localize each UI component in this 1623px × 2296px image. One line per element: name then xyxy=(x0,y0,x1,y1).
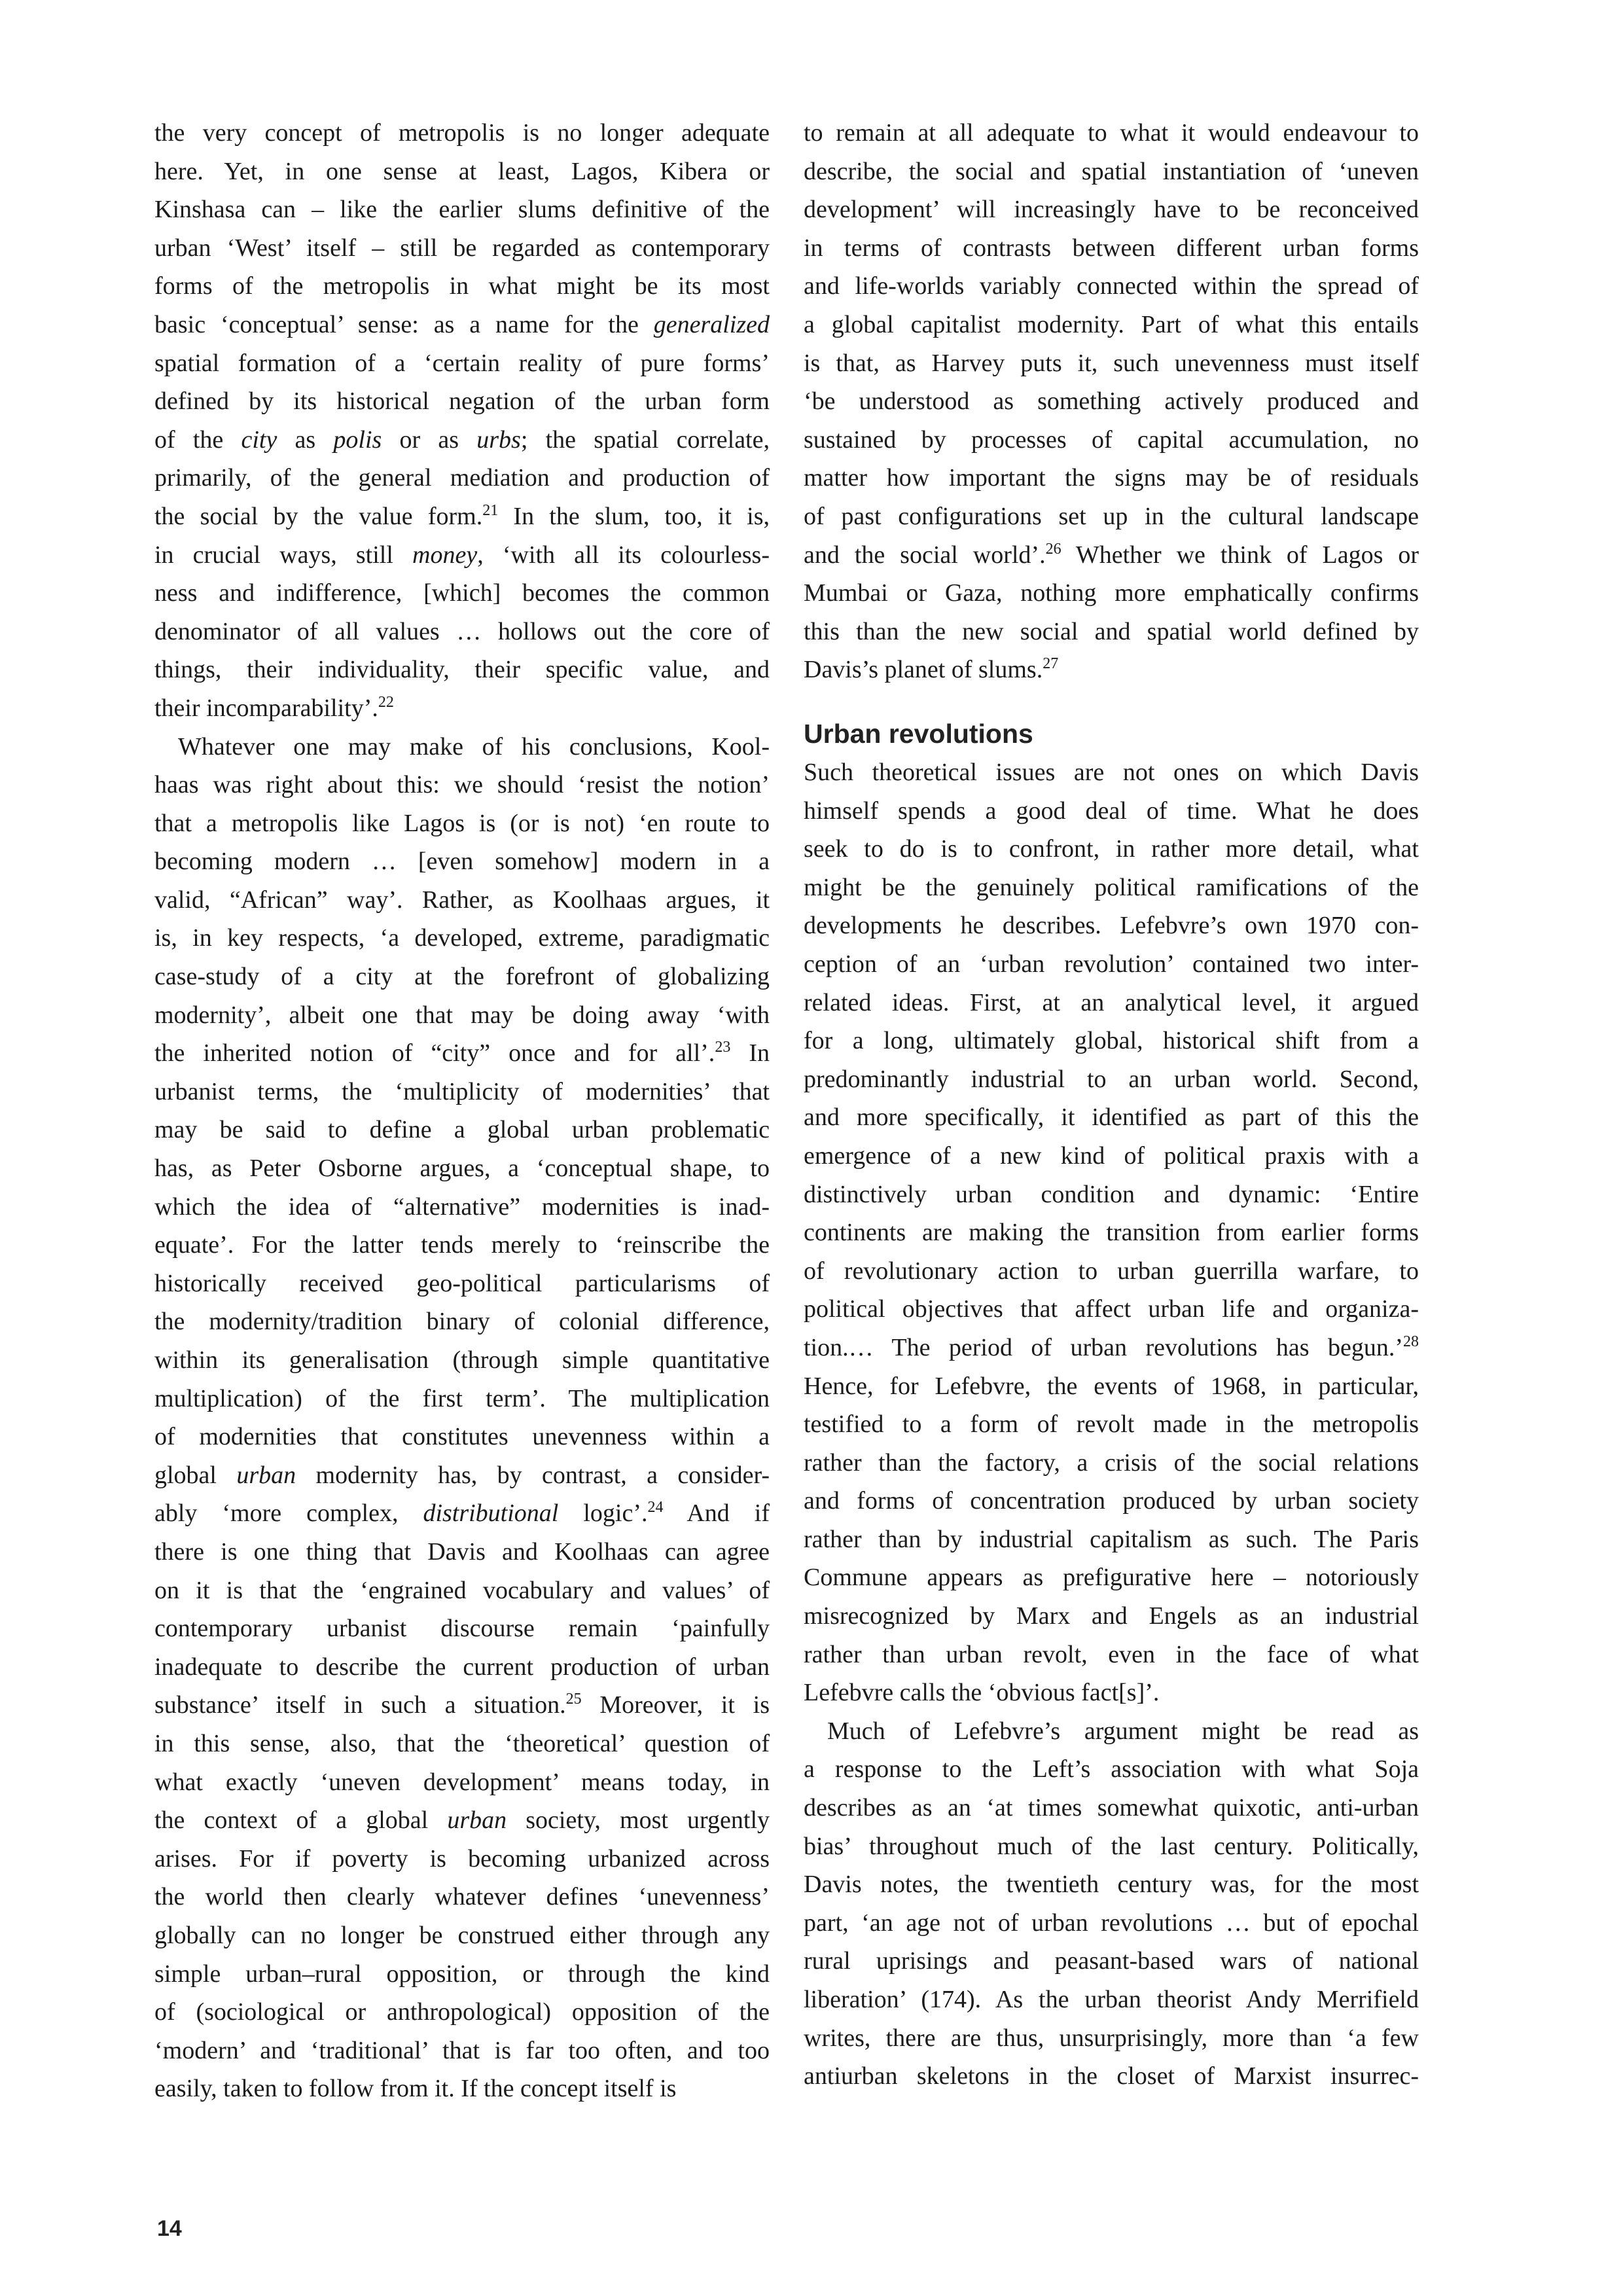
text-run: for a long, ultimately global, historical shift from a xyxy=(804,1027,1419,1055)
text-line xyxy=(804,1213,1419,1252)
text-run: on it is that the ‘engrained vocabulary and values’ of xyxy=(154,1576,770,1604)
text-line xyxy=(804,651,1419,689)
text-line xyxy=(804,984,1419,1022)
text-line xyxy=(804,190,1419,229)
text-run: may be said to define a global urban problematic xyxy=(154,1116,770,1144)
text-run: rather than the factory, a crisis of the social relations xyxy=(804,1448,1419,1477)
text-line xyxy=(154,536,770,575)
text-run: this than the new social and spatial world defined by xyxy=(804,617,1419,645)
text-run: describes as an ‘at times somewhat quixotic, anti-urban xyxy=(804,1794,1419,1822)
text-line xyxy=(154,574,770,613)
text-run: primarily, of the general mediation and production of xyxy=(154,464,770,492)
text-run: of revolutionary action to urban guerrilla warfare, to xyxy=(804,1257,1419,1285)
text-run: ‘modern’ and ‘traditional’ that is far too often, and too xyxy=(154,2036,770,2064)
footnote-ref: 27 xyxy=(1043,655,1059,673)
text-run: logic’. xyxy=(558,1499,648,1528)
text-line xyxy=(154,996,770,1035)
text-run: Davis’s planet of slums. xyxy=(804,656,1043,684)
text-run: Such theoretical issues are not ones on which Davis xyxy=(804,759,1419,786)
text-line xyxy=(804,906,1419,945)
text-line xyxy=(804,1636,1419,1674)
text-line xyxy=(804,1520,1419,1559)
text-run: denominator of all values … hollows out the core of xyxy=(154,617,770,645)
text-line xyxy=(804,1904,1419,1943)
italic-text: urban xyxy=(447,1806,507,1835)
text-line xyxy=(154,1073,770,1111)
text-run: is that, as Harvey puts it, such unevenness must itself xyxy=(804,349,1419,377)
text-line xyxy=(154,842,770,881)
footnote-ref: 22 xyxy=(378,693,394,711)
text-run: their incomparability’. xyxy=(154,694,378,722)
text-line xyxy=(154,229,770,268)
text-run: the world then clearly whatever defines ‘unevenness’ xyxy=(154,1883,770,1911)
text-line xyxy=(804,1558,1419,1597)
text-run: valid, “African” way’. Rather, as Koolhaas argues, it xyxy=(154,886,770,914)
text-line xyxy=(154,689,770,728)
footnote-ref: 24 xyxy=(647,1499,664,1516)
text-line xyxy=(154,1302,770,1341)
text-line xyxy=(804,229,1419,268)
text-line xyxy=(154,2032,770,2070)
text-run: And if xyxy=(663,1499,770,1528)
text-run: the context of a global xyxy=(154,1806,448,1835)
text-line xyxy=(154,421,770,459)
text-line xyxy=(804,1597,1419,1636)
text-line xyxy=(804,1712,1419,1751)
text-line xyxy=(804,830,1419,869)
italic-text: distributional xyxy=(423,1499,559,1528)
text-line xyxy=(804,114,1419,152)
text-line xyxy=(804,1444,1419,1482)
text-run: becoming modern … [even somehow] modern in a xyxy=(154,848,770,876)
text-run: of (sociological or anthropological) opposition of the xyxy=(154,1998,770,2026)
text-run: has, as Peter Osborne argues, a ‘conceptual shape, to xyxy=(154,1155,770,1183)
text-run: matter how important the signs may be of residuals xyxy=(804,464,1419,492)
text-line xyxy=(154,651,770,689)
text-run: Much of Lefebvre’s argument might be read as xyxy=(827,1717,1419,1745)
text-run: political objectives that affect urban life and organiza- xyxy=(804,1295,1419,1323)
text-line xyxy=(804,382,1419,421)
text-run: what exactly ‘uneven development’ means today, in xyxy=(154,1768,770,1796)
text-line xyxy=(154,382,770,421)
text-run: to remain at all adequate to what it would endeavour to xyxy=(804,119,1419,147)
footnote-ref: 23 xyxy=(715,1039,731,1056)
text-line xyxy=(154,1341,770,1380)
text-run: historically received geo-political particularisms of xyxy=(154,1269,770,1297)
text-line xyxy=(154,497,770,536)
text-line xyxy=(804,1137,1419,1175)
text-line xyxy=(154,1494,770,1533)
text-run: ably ‘more complex, xyxy=(154,1499,423,1528)
text-run: inadequate to describe the current production of urban xyxy=(154,1653,770,1681)
text-run: In the slum, too, it is, xyxy=(498,502,770,530)
text-run: here. Yet, in one sense at least, Lagos, Kibera or xyxy=(154,157,770,185)
text-run: the inherited notion of “city” once and for all’. xyxy=(154,1039,715,1067)
text-run: sustained by processes of capital accumulation, no xyxy=(804,425,1419,454)
text-line xyxy=(154,1609,770,1648)
text-run: distinctively urban condition and dynamic: ‘Entire xyxy=(804,1180,1419,1208)
text-run: misrecognized by Marx and Engels as an industrial xyxy=(804,1602,1419,1630)
text-line xyxy=(154,1034,770,1073)
text-run: Hence, for Lefebvre, the events of 1968, in particular, xyxy=(804,1372,1419,1400)
footnote-ref: 26 xyxy=(1045,540,1061,558)
text-line xyxy=(154,190,770,229)
text-line xyxy=(154,1955,770,1994)
text-line xyxy=(804,792,1419,831)
text-line xyxy=(804,1865,1419,1904)
text-line xyxy=(804,497,1419,536)
text-run: which the idea of “alternative” modernities is inad- xyxy=(154,1193,770,1221)
footnote-ref: 25 xyxy=(565,1691,582,1708)
text-line xyxy=(804,2057,1419,2096)
text-line xyxy=(154,1763,770,1802)
text-line xyxy=(804,1252,1419,1291)
text-run: , ‘with all its colourless- xyxy=(477,541,770,569)
text-run: easily, taken to follow from it. If the concept itself is xyxy=(154,2075,677,2103)
text-run: is, in key respects, ‘a developed, extreme, paradigmatic xyxy=(154,924,770,952)
text-line xyxy=(154,1188,770,1227)
text-line xyxy=(804,1482,1419,1520)
text-line xyxy=(154,1916,770,1955)
text-run: and more specifically, it identified as part of this the xyxy=(804,1103,1419,1132)
text-run: of the xyxy=(154,425,241,454)
text-line xyxy=(154,1801,770,1840)
text-run: Whether we think of Lagos or xyxy=(1061,541,1419,569)
text-run: haas was right about this: we should ‘resist the notion’ xyxy=(154,771,770,799)
text-line xyxy=(804,152,1419,191)
text-run: the very concept of metropolis is no longer adequate xyxy=(154,119,770,147)
text-run: in this sense, also, that the ‘theoretical’ question of xyxy=(154,1729,770,1757)
text-line xyxy=(154,766,770,804)
right-column-section xyxy=(804,753,1419,2096)
text-run: spatial formation of a ‘certain reality of pure forms’ xyxy=(154,349,770,377)
text-line xyxy=(804,1098,1419,1137)
text-run: ception of an ‘urban revolution’ contained two inter- xyxy=(804,950,1419,978)
text-run: Moreover, it is xyxy=(581,1691,770,1719)
text-run: equate’. For the latter tends merely to ‘reinscribe the xyxy=(154,1231,770,1259)
text-run: of past configurations set up in the cultural landscape xyxy=(804,502,1419,530)
text-line xyxy=(154,958,770,996)
text-run: global xyxy=(154,1461,237,1489)
text-line xyxy=(154,804,770,843)
text-run: a response to the Left’s association with what Soja xyxy=(804,1755,1419,1784)
text-run: as xyxy=(277,425,334,454)
text-run: seek to do is to confront, in rather more detail, what xyxy=(804,835,1419,863)
text-line xyxy=(804,2019,1419,2058)
text-line xyxy=(154,344,770,383)
text-line xyxy=(154,1686,770,1725)
text-run: In xyxy=(730,1039,770,1067)
text-run: and forms of concentration produced by urban society xyxy=(804,1487,1419,1515)
text-line xyxy=(154,1878,770,1916)
italic-text: urban xyxy=(236,1461,296,1489)
text-line xyxy=(804,945,1419,984)
text-line xyxy=(154,1993,770,2032)
text-run: Mumbai or Gaza, nothing more emphatically confirms xyxy=(804,579,1419,607)
text-run: himself spends a good deal of time. What he does xyxy=(804,797,1419,825)
text-run: Whatever one may make of his conclusions, Kool- xyxy=(178,732,770,761)
text-line xyxy=(154,1149,770,1188)
text-line xyxy=(804,1175,1419,1214)
text-line xyxy=(804,1290,1419,1329)
text-run: globally can no longer be construed either through any xyxy=(154,1921,770,1949)
text-run: writes, there are thus, unsurprisingly, more than ‘a few xyxy=(804,2024,1419,2052)
text-run: predominantly industrial to an urban world. Second, xyxy=(804,1065,1419,1093)
text-line xyxy=(804,574,1419,613)
text-run: part, ‘an age not of urban revolutions … but of epochal xyxy=(804,1909,1419,1937)
text-line xyxy=(804,1329,1419,1367)
left-column xyxy=(154,114,770,2108)
text-run: substance’ itself in such a situation. xyxy=(154,1691,566,1719)
text-line xyxy=(804,1405,1419,1444)
italic-text: money xyxy=(412,541,478,569)
text-line xyxy=(804,1789,1419,1827)
text-line xyxy=(804,1827,1419,1866)
text-line xyxy=(154,613,770,651)
text-run: bias’ throughout much of the last century. Politically, xyxy=(804,1832,1419,1860)
text-run: emergence of a new kind of political praxis with a xyxy=(804,1141,1419,1170)
text-run: rather than urban revolt, even in the face of what xyxy=(804,1640,1419,1668)
text-line xyxy=(804,1942,1419,1981)
text-run: rather than by industrial capitalism as such. The Paris xyxy=(804,1525,1419,1553)
text-line xyxy=(154,2070,770,2108)
text-line xyxy=(804,421,1419,459)
text-line xyxy=(154,1840,770,1878)
text-line xyxy=(154,1648,770,1687)
text-line xyxy=(804,1367,1419,1406)
text-line xyxy=(804,1981,1419,2019)
text-line xyxy=(154,306,770,344)
text-line xyxy=(154,728,770,766)
text-line xyxy=(154,114,770,152)
italic-text: generalized xyxy=(653,310,770,338)
text-run: the social by the value form. xyxy=(154,502,483,530)
text-run: ‘be understood as something actively produced and xyxy=(804,387,1419,416)
text-run: simple urban–rural opposition, or through the kind xyxy=(154,1960,770,1988)
text-run: and the social world’. xyxy=(804,541,1046,569)
text-run: describe, the social and spatial instantiation of ‘uneven xyxy=(804,157,1419,185)
text-run: arises. For if poverty is becoming urbanized across xyxy=(154,1844,770,1873)
text-run: Lefebvre calls the ‘obvious fact[s]’. xyxy=(804,1679,1160,1707)
italic-text: polis xyxy=(333,425,382,454)
text-run: urbanist terms, the ‘multiplicity of modernities’ that xyxy=(154,1077,770,1105)
text-run: urban ‘West’ itself – still be regarded as contemporary xyxy=(154,234,770,262)
text-run: basic ‘conceptual’ sense: as a name for the xyxy=(154,310,654,338)
text-line xyxy=(804,1060,1419,1099)
text-line xyxy=(804,536,1419,575)
text-line xyxy=(154,1380,770,1418)
text-run: Commune appears as prefigurative here – notoriously xyxy=(804,1564,1419,1592)
text-line xyxy=(804,613,1419,651)
text-run: forms of the metropolis in what might be its most xyxy=(154,272,770,300)
right-column-top xyxy=(804,114,1419,689)
footnote-ref: 28 xyxy=(1403,1333,1419,1350)
text-run: ness and indifference, [which] becomes the common xyxy=(154,579,770,607)
text-line xyxy=(804,869,1419,907)
text-line xyxy=(154,152,770,191)
text-line xyxy=(154,1418,770,1456)
text-line xyxy=(154,267,770,306)
text-run: continents are making the transition from earlier forms xyxy=(804,1219,1419,1247)
footnote-ref: 21 xyxy=(482,501,499,519)
text-run: in crucial ways, still xyxy=(154,541,413,569)
text-run: multiplication) of the first term’. The multiplication xyxy=(154,1384,770,1412)
text-line xyxy=(804,1750,1419,1789)
text-run: Kinshasa can – like the earlier slums definitive of the xyxy=(154,196,770,224)
text-line xyxy=(804,344,1419,383)
text-run: related ideas. First, at an analytical level, it argued xyxy=(804,988,1419,1016)
text-line xyxy=(804,306,1419,344)
text-run: modernity has, by contrast, a consider- xyxy=(296,1461,770,1489)
text-line xyxy=(154,919,770,958)
text-run: contemporary urbanist discourse remain ‘painfully xyxy=(154,1615,770,1643)
text-run: modernity’, albeit one that may be doing away ‘with xyxy=(154,1001,770,1029)
text-run: things, their individuality, their specific value, and xyxy=(154,656,770,684)
text-run: ; the spatial correlate, xyxy=(520,425,770,454)
text-run: might be the genuinely political ramifications of the xyxy=(804,873,1419,901)
text-run: liberation’ (174). As the urban theorist Andy Merrifield xyxy=(804,1986,1419,2013)
text-line xyxy=(154,1456,770,1495)
text-line xyxy=(804,1674,1419,1712)
text-line xyxy=(154,1725,770,1763)
text-line xyxy=(154,459,770,497)
text-run: and life-worlds variably connected within the spread of xyxy=(804,272,1419,300)
text-line xyxy=(804,753,1419,792)
text-run: there is one thing that Davis and Koolhaas can agree xyxy=(154,1537,770,1566)
text-run: of modernities that constitutes unevenness within a xyxy=(154,1423,770,1451)
text-line xyxy=(154,1226,770,1265)
section-heading: Urban revolutions xyxy=(804,719,1033,749)
text-run: rural uprisings and peasant-based wars of national xyxy=(804,1947,1419,1975)
text-line xyxy=(804,1022,1419,1060)
text-run: the modernity/tradition binary of colonial difference, xyxy=(154,1308,770,1336)
text-line xyxy=(804,459,1419,497)
text-run: testified to a form of revolt made in the metropolis xyxy=(804,1410,1419,1439)
italic-text: city xyxy=(241,425,277,454)
text-run: development’ will increasingly have to be reconceived xyxy=(804,196,1419,224)
text-run: society, most urgently xyxy=(507,1806,770,1835)
text-run: antiurban skeletons in the closet of Marxist insurrec- xyxy=(804,2062,1419,2090)
text-line xyxy=(154,881,770,920)
text-line xyxy=(154,1111,770,1149)
text-run: in terms of contrasts between different urban forms xyxy=(804,234,1419,262)
text-line xyxy=(154,1533,770,1571)
text-run: Davis notes, the twentieth century was, for the most xyxy=(804,1871,1419,1899)
text-run: tion.… The period of urban revolutions has begun.’ xyxy=(804,1333,1403,1361)
text-line xyxy=(154,1571,770,1610)
text-run: or as xyxy=(382,425,477,454)
text-run: defined by its historical negation of the urban form xyxy=(154,387,770,416)
text-run: that a metropolis like Lagos is (or is not) ‘en route to xyxy=(154,809,770,837)
italic-text: urbs xyxy=(476,425,521,454)
text-run: within its generalisation (through simple quantitative xyxy=(154,1346,770,1374)
text-line xyxy=(154,1265,770,1303)
text-run: a global capitalist modernity. Part of what this entails xyxy=(804,310,1419,338)
text-run: case-study of a city at the forefront of globalizing xyxy=(154,963,770,991)
text-run: developments he describes. Lefebvre’s own 1970 con- xyxy=(804,912,1419,940)
text-line xyxy=(804,267,1419,306)
page-number: 14 xyxy=(157,2216,182,2241)
